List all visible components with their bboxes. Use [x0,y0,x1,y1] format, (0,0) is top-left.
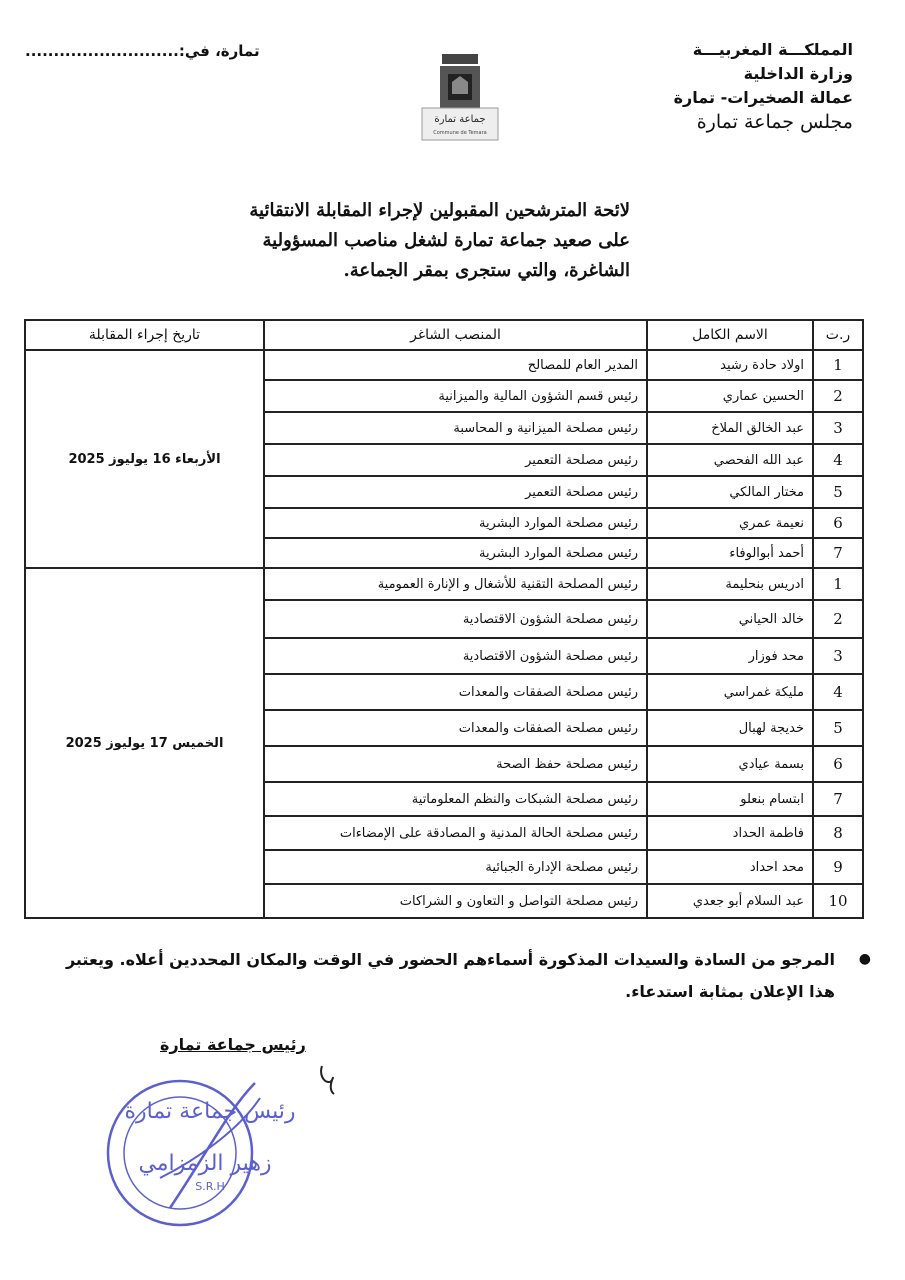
interview-date: الأربعاء 16 يوليوز 2025 [25,350,264,568]
candidate-name: محد احداد [647,850,813,884]
candidate-name: الحسين عماري [647,380,813,412]
header-name: الاسم الكامل [647,320,813,350]
candidate-name: نعيمة عمري [647,508,813,538]
header-date: تاريخ إجراء المقابلة [25,320,264,350]
title-line-1: لائحة المترشحين المقبولين لإجراء المقابلة الانتقائية [249,200,630,221]
document-title [230,196,630,286]
candidate-name: عبد السلام أبو جعدي [647,884,813,918]
row-number: 8 [813,816,863,850]
title-line-2: على صعيد جماعة تمارة لشغل مناصب المسؤولية [262,230,630,251]
table-header-row [25,320,863,350]
vacant-position: رئيس مصلحة حفظ الصحة [264,746,647,782]
prefecture-label: عمالة الصخيرات- تمارة [673,88,853,107]
candidate-name: مليكة غمراسي [647,674,813,710]
header-position: المنصب الشاغر [264,320,647,350]
candidate-name: خديجة لهبال [647,710,813,746]
vacant-position: رئيس المصلحة التقنية للأشغال و الإنارة العمومية [264,568,647,600]
row-number: 1 [813,568,863,600]
row-number: 3 [813,638,863,674]
vacant-position: رئيس مصلحة التعمير [264,444,647,476]
row-number: 6 [813,746,863,782]
signatory-title: رئيس جماعة تمارة [160,1035,306,1054]
ministry-label: وزارة الداخلية [743,64,853,83]
candidate-name: عبد الله الفحصي [647,444,813,476]
commune-logo [418,52,502,142]
candidate-name: عبد الخالق الملاخ [647,412,813,444]
row-number: 5 [813,476,863,508]
row-number: 5 [813,710,863,746]
candidates-table [24,319,864,919]
stamp-line-1: رئيس جماعة تمارة [124,1099,296,1124]
handwritten-initial [321,1066,334,1094]
vacant-position: رئيس مصلحة الميزانية و المحاسبة [264,412,647,444]
logo-arabic-text: جماعة تمارة [434,114,486,125]
candidate-name: فاطمة الحداد [647,816,813,850]
vacant-position: المدير العام للمصالح [264,350,647,380]
row-number: 6 [813,508,863,538]
vacant-position: رئيس مصلحة الصفقات والمعدات [264,710,647,746]
candidate-name: ابتسام بنعلو [647,782,813,816]
row-number: 3 [813,412,863,444]
council-label: مجلس جماعة تمارة [696,111,853,133]
candidate-name: مختار المالكي [647,476,813,508]
vacant-position: رئيس مصلحة الصفقات والمعدات [264,674,647,710]
bullet-icon: ● [858,951,871,967]
vacant-position: رئيس مصلحة الحالة المدنية و المصادقة على الإمضاءات [264,816,647,850]
vacant-position: رئيس قسم الشؤون المالية والميزانية [264,380,647,412]
row-number: 2 [813,380,863,412]
row-number: 7 [813,538,863,568]
interview-date: الخميس 17 يوليوز 2025 [25,568,264,918]
stamp-line-2: زهير الزمزامي [138,1151,272,1176]
candidate-name: ادريس بنحليمة [647,568,813,600]
administrative-header [593,38,853,134]
signature-stamp [60,1058,350,1228]
stamp-initials: S.R.H [195,1180,225,1193]
row-number: 1 [813,350,863,380]
vacant-position: رئيس مصلحة الشؤون الاقتصادية [264,600,647,638]
header-num: ر.ت [813,320,863,350]
row-number: 9 [813,850,863,884]
table-body [25,350,863,918]
row-number: 4 [813,674,863,710]
vacant-position: رئيس مصلحة التعمير [264,476,647,508]
vacant-position: رئيس مصلحة الموارد البشرية [264,538,647,568]
title-line-3: الشاغرة، والتي ستجرى بمقر الجماعة. [343,260,630,281]
vacant-position: رئيس مصلحة التواصل و التعاون و الشراكات [264,884,647,918]
table-row [25,350,863,380]
place-date-line: تمارة، في:........................... [25,42,260,60]
row-number: 2 [813,600,863,638]
vacant-position: رئيس مصلحة الشؤون الاقتصادية [264,638,647,674]
candidate-name: بسمة عيادي [647,746,813,782]
table-row [25,568,863,600]
row-number: 7 [813,782,863,816]
kingdom-label: المملكـــة المغربيـــة [692,40,853,59]
row-number: 10 [813,884,863,918]
row-number: 4 [813,444,863,476]
vacant-position: رئيس مصلحة الموارد البشرية [264,508,647,538]
candidate-name: محد فوزار [647,638,813,674]
vacant-position: رئيس مصلحة الإدارة الجبائية [264,850,647,884]
candidate-name: اولاد حادة رشيد [647,350,813,380]
vacant-position: رئيس مصلحة الشبكات والنظم المعلوماتية [264,782,647,816]
candidate-name: خالد الحياني [647,600,813,638]
logo-french-text: Commune de Temara [433,130,487,136]
candidate-name: أحمد أبوالوفاء [647,538,813,568]
notice-text: المرجو من السادة والسيدات المذكورة أسماءهم الحضور في الوقت والمكان المحددين أعلاه. ويعتبر هذا الإعلان بمثابة استدعاء. [65,950,835,1001]
